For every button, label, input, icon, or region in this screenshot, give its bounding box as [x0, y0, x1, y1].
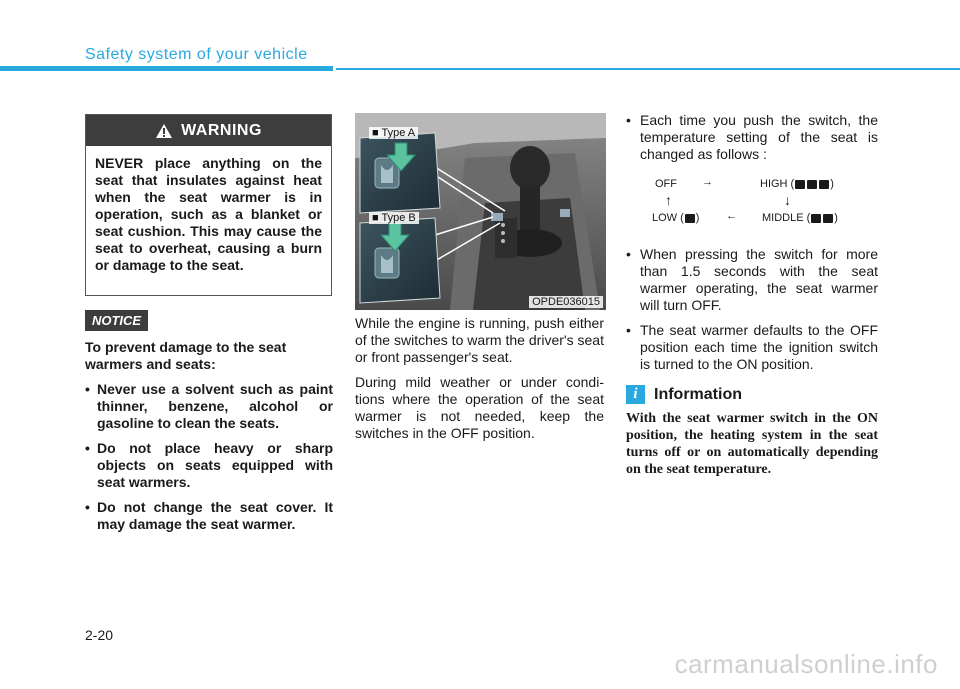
notice-section: [85, 339, 333, 541]
cycle-low-close: ): [695, 212, 700, 224]
middle-column: [355, 315, 604, 450]
cycle-middle-close: ): [834, 212, 838, 224]
section-title: Safety system of your vehicle: [85, 46, 308, 63]
heat-level-icon: [811, 214, 821, 223]
switch-behavior-list: [626, 246, 878, 373]
cycle-middle: [762, 212, 838, 224]
notice-tag: NOTICE: [85, 310, 148, 331]
cycle-low: [652, 212, 699, 224]
list-item: • When pressing the switch for more than 1.5 seconds with the seat warmer operating, the seat warmer will turn OFF.: [626, 246, 878, 314]
header-rule-accent: [0, 66, 333, 71]
right-column-continued: [626, 246, 878, 381]
warning-icon: [155, 123, 173, 139]
warning-text: NEVER place anything on the seat that insulates against heat when the seat warmer is in operation, such as a blanket or seat cushion. This may cause the seat to overheat, causing a burn or damage to the seat.: [95, 155, 322, 273]
temperature-cycle-diagram: [650, 172, 870, 228]
cycle-high: [760, 178, 834, 190]
header-rule: [336, 68, 960, 70]
heat-level-icon: [685, 214, 695, 223]
list-item: • The seat warmer defaults to the OFF position each time the ignition switch is turned to the ON position.: [626, 322, 878, 373]
heat-level-icon: [819, 180, 829, 189]
notice-item: • Never use a solvent such as paint thinner, benzene, alcohol or gasoline to clean the seats.: [85, 381, 333, 432]
arrow-right-icon: →: [702, 176, 713, 188]
information-heading: [626, 385, 742, 404]
warning-header: [86, 115, 331, 146]
watermark: carmanualsonline.info: [674, 649, 938, 679]
figure-id: OPDE036015: [529, 296, 603, 308]
notice-intro: To prevent damage to the seat warmers and seats:: [85, 339, 287, 372]
notice-item: • Do not change the seat cover. It may damage the seat warmer.: [85, 499, 333, 533]
information-title: Information: [654, 385, 742, 403]
information-text: With the seat warmer switch in the ON position, the heating system in the seat turns off or on automatically depending on the seat temperature.: [626, 411, 878, 477]
heat-level-icon: [807, 180, 817, 189]
cycle-off: OFF: [655, 178, 677, 190]
warning-box: [85, 114, 332, 296]
type-b-label: ■ Type B: [369, 212, 419, 224]
cycle-high-close: ): [830, 178, 834, 190]
switch-info-list: [626, 112, 878, 163]
paragraph: While the engine is running, push either of the switches to warm the driver's seat or front passenger's seat.: [355, 315, 604, 365]
paragraph: During mild weather or under condi-tions where the operation of the seat warmer is not needed, keep the switches in the OFF position.: [355, 374, 604, 441]
type-a-label: ■ Type A: [369, 127, 418, 139]
heat-level-icon: [823, 214, 833, 223]
right-column: [626, 112, 878, 171]
heat-level-icon: [795, 180, 805, 189]
arrow-up-icon: ↑: [665, 192, 672, 208]
cycle-middle-label: MIDDLE (: [762, 212, 811, 224]
arrow-down-icon: ↓: [784, 192, 791, 208]
cycle-high-label: HIGH (: [760, 178, 795, 190]
notice-item: • Do not place heavy or sharp objects on seats equipped with seat warmers.: [85, 440, 333, 491]
notice-list: [85, 381, 333, 533]
warning-title: WARNING: [181, 121, 262, 139]
seat-warmer-switch-photo: [355, 113, 606, 310]
info-icon: i: [626, 385, 645, 404]
page-number: 2-20: [85, 627, 114, 643]
list-item: • Each time you push the switch, the temperature setting of the seat is changed as follows :: [626, 112, 878, 163]
arrow-left-icon: ←: [726, 210, 737, 222]
cycle-low-label: LOW (: [652, 212, 684, 224]
